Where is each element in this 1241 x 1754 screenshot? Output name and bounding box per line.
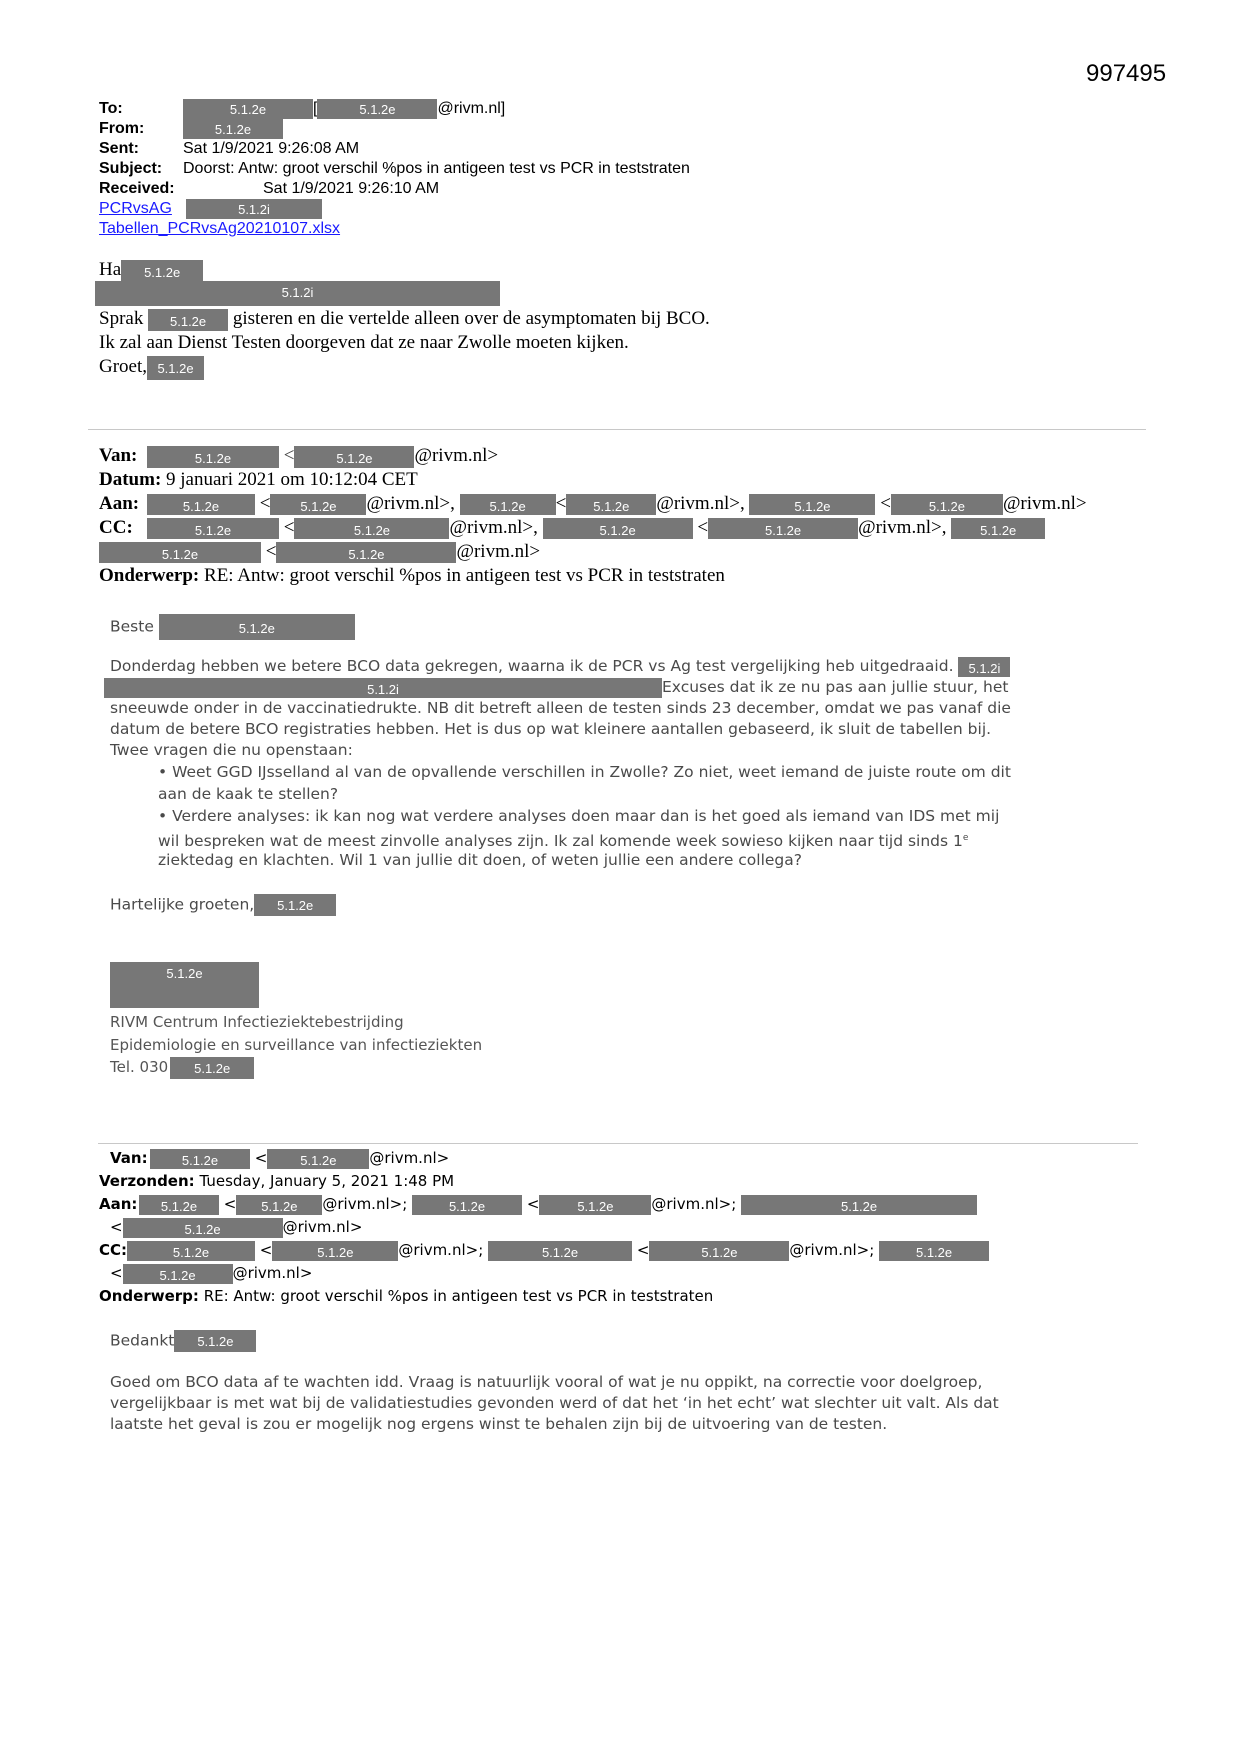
redaction: 5.1.2e [294,446,414,468]
redaction: 5.1.2e [566,494,656,515]
sent-label: Sent: [99,140,139,157]
redaction: 5.1.2e [123,1264,233,1284]
separator [98,1143,1138,1144]
body-line-1 [99,307,710,331]
from-label: From: [99,120,145,138]
text: Donderdag hebben we betere BCO data gekregen, waarna ik de PCR vs Ag test vergelijking heb uitgedraaid. [110,657,954,675]
text: Tel. 030 [110,1058,169,1076]
redaction: 5.1.2e [272,1241,398,1261]
email-suffix: @rivm.nl> [282,1218,363,1236]
email-suffix: @rivm.nl>; [398,1241,484,1259]
greeting-row [110,614,355,640]
email-suffix: @rivm.nl>, [366,493,455,514]
email-suffix: @rivm.nl>, [858,517,947,538]
superscript: e [962,833,969,843]
redaction: 5.1.2e [139,1195,219,1215]
text: Excuses dat ik ze nu pas aan jullie stuur, het [662,678,1009,696]
redaction: 5.1.2e [170,1057,254,1079]
redaction: 5.1.2e [147,518,279,539]
separator [88,429,1146,430]
lt: < [265,541,277,562]
paragraph-line: Goed om BCO data af te wachten idd. Vraag is natuurlijk vooral of wat je nu oppikt, na correctie voor doelgroep, [110,1373,983,1391]
redaction: 5.1.2e [543,518,693,539]
verzonden-row [99,1170,454,1192]
van-row [110,1147,449,1169]
email-suffix: @rivm.nl>, [449,517,538,538]
lt: < [223,1195,237,1213]
redaction: 5.1.2e [159,614,355,640]
redaction: 5.1.2e [110,962,259,1008]
cc-label: CC: [99,517,133,538]
greeting-text: Beste [110,617,154,636]
paragraph-line: laatste het geval is zou er mogelijk nog ergens winst te behalen zijn bij de uitvoering van de testen. [110,1415,888,1433]
lt: < [254,1149,268,1167]
redaction: 5.1.2e [749,494,875,515]
redaction: 5.1.2e [183,99,313,119]
from-row [99,119,283,139]
redaction: 5.1.2i [104,678,662,698]
aan-row [99,492,1087,515]
bullet-item-cont: aan de kaak te stellen? [158,785,339,803]
aan-row-cont [110,1216,362,1238]
email-suffix: @rivm.nl> [456,541,541,562]
email-suffix: @rivm.nl> [1002,493,1087,514]
bullet-item: • Weet GGD IJsselland al van de opvallende verschillen in Zwolle? Zo niet, weet iemand de juiste route om dit [158,763,1011,781]
attachment-xlsx-link[interactable]: Tabellen_PCRvsAg20210107.xlsx [99,220,341,237]
onderwerp-label: Onderwerp: [99,1287,199,1305]
onderwerp-value: RE: Antw: groot verschil %pos in antigeen test vs PCR in teststraten [203,1287,714,1305]
greeting-row [99,258,203,282]
datum-label: Datum: [99,469,162,490]
cc-row [99,1239,989,1261]
paragraph-line: Twee vragen die nu openstaan: [110,741,353,759]
lt: < [283,517,295,538]
redaction: 5.1.2e [276,542,456,563]
redaction-block [95,281,500,306]
signature-line: RIVM Centrum Infectieziektebestrijding [110,1013,404,1031]
attachment-row-2 [99,219,340,239]
redaction: 5.1.2e [879,1241,989,1261]
lt: < [526,1195,540,1213]
email-suffix: @rivm.nl>; [789,1241,875,1259]
lt: < [110,1264,123,1282]
closing-text: Groet, [99,356,148,377]
redaction: 5.1.2e [174,1330,256,1352]
redaction: 5.1.2e [254,894,336,916]
van-label: Van: [110,1149,148,1167]
closing-text: Hartelijke groeten, [110,895,255,914]
onderwerp-row [99,564,725,588]
signature-name-redaction [110,962,259,1008]
redaction: 5.1.2e [741,1195,977,1215]
email-suffix: @rivm.nl>; [322,1195,408,1213]
redaction: 5.1.2i [958,657,1010,677]
redaction: 5.1.2e [649,1241,789,1261]
bullet-item: • Verdere analyses: ik kan nog wat verdere analyses doen maar dan is het goed als iemand van IDS met mij [158,807,1000,825]
email-suffix: @rivm.nl> [369,1149,450,1167]
cc-row-cont [99,540,540,563]
redaction: 5.1.2i [95,281,500,306]
email-suffix: @rivm.nl>; [651,1195,737,1213]
redaction: 5.1.2e [891,494,1003,515]
aan-label: Aan: [99,1195,138,1213]
attachment-pcrvsag-link[interactable]: PCRvsAG [99,200,172,218]
paragraph-line: sneeuwde onder in de vaccinatiedrukte. NB dit betreft alleen de testen sinds 23 december, omdat we pas vanaf die [110,699,1011,717]
redaction: 5.1.2e [147,356,204,380]
to-suffix: @rivm.nl] [437,100,506,118]
redaction: 5.1.2e [539,1195,651,1215]
greeting-row [110,1330,256,1352]
lt: < [283,445,295,466]
redaction: 5.1.2e [460,494,556,515]
email-suffix: @rivm.nl> [414,445,499,466]
redaction: 5.1.2e [148,309,228,331]
closing-row [110,894,336,916]
redaction: 5.1.2e [147,446,279,468]
redaction: 5.1.2e [121,260,203,282]
bullet-item-cont: ziektedag en klachten. Wil 1 van jullie dit doen, of weten jullie een andere collega? [158,851,802,869]
email-suffix: @rivm.nl>, [656,493,745,514]
cc-label: CC: [99,1241,128,1259]
received-value: Sat 1/9/2021 9:26:10 AM [263,180,440,197]
cc-row [99,516,1045,539]
van-label: Van: [99,445,138,466]
redaction: 5.1.2e [127,1241,255,1261]
onderwerp-label: Onderwerp: [99,565,200,586]
lt: < [259,493,271,514]
redaction: 5.1.2e [412,1195,522,1215]
paragraph-line: datum de betere BCO registraties hebben. Het is dus op wat kleinere aantallen gebaseerd, ik sluit de tabellen bij. [110,720,992,738]
aan-row [99,1193,977,1215]
onderwerp-value: RE: Antw: groot verschil %pos in antigeen test vs PCR in teststraten [204,565,725,586]
body-line-2: Ik zal aan Dienst Testen doorgeven dat ze naar Zwolle moeten kijken. [99,332,629,353]
datum-row [99,468,418,492]
received-label: Received: [99,180,175,197]
aan-label: Aan: [99,493,140,514]
text: Sprak [99,308,144,329]
paragraph-line: vergelijkbaar is met wat bij de validatiestudies gevonden werd of dat het ‘in het echt’ wat slechter uit valt. Als dat [110,1394,999,1412]
subject-value: Doorst: Antw: groot verschil %pos in antigeen test vs PCR in teststraten [183,160,690,177]
redaction: 5.1.2e [317,99,437,119]
text: wil bespreken wat de meest zinvolle analyses zijn. Ik zal komende week sowieso kijken naar tijd sinds 1 [158,832,963,851]
subject-row [99,159,690,179]
greeting-text: Ha [99,259,122,280]
onderwerp-row [99,1285,713,1307]
redaction: 5.1.2i [186,199,322,219]
lt: < [259,1241,273,1259]
text: gisteren en die vertelde alleen over de asymptomaten bij BCO. [232,308,710,329]
sent-value: Sat 1/9/2021 9:26:08 AM [183,140,360,157]
lt: < [555,493,567,514]
redaction: 5.1.2e [488,1241,632,1261]
to-row [99,99,505,119]
redaction: 5.1.2e [147,494,255,515]
email-suffix: @rivm.nl> [232,1264,313,1282]
van-row [99,444,498,468]
paragraph-line [110,656,1010,677]
cc-row-cont [110,1262,312,1284]
paragraph-line [104,677,1008,698]
bracket: [ [313,100,318,118]
document-number: 997495 [1086,60,1167,87]
lt: < [880,493,891,514]
verzonden-label: Verzonden: [99,1172,195,1190]
redaction: 5.1.2e [270,494,366,515]
signature-line: Epidemiologie en surveillance van infectieziekten [110,1036,483,1054]
greeting-text: Bedankt [110,1331,175,1350]
signature-phone [110,1056,254,1079]
to-label: To: [99,100,123,118]
lt: < [110,1218,123,1236]
redaction: 5.1.2e [294,518,449,539]
attachment-row-1 [99,199,322,219]
redaction: 5.1.2e [267,1149,369,1169]
redaction: 5.1.2e [123,1218,283,1238]
redaction: 5.1.2e [708,518,858,539]
redaction: 5.1.2e [183,119,283,139]
lt: < [636,1241,650,1259]
received-row [99,179,439,199]
verzonden-value: Tuesday, January 5, 2021 1:48 PM [199,1172,455,1190]
subject-label: Subject: [99,160,163,177]
lt: < [697,517,709,538]
redaction: 5.1.2e [150,1149,250,1169]
redaction: 5.1.2e [99,542,261,563]
closing-row [99,355,204,380]
sent-row [99,139,359,159]
bullet-item-cont [158,828,968,852]
datum-value: 9 januari 2021 om 10:12:04 CET [166,469,418,490]
redaction: 5.1.2e [951,518,1045,539]
redaction: 5.1.2e [236,1195,322,1215]
